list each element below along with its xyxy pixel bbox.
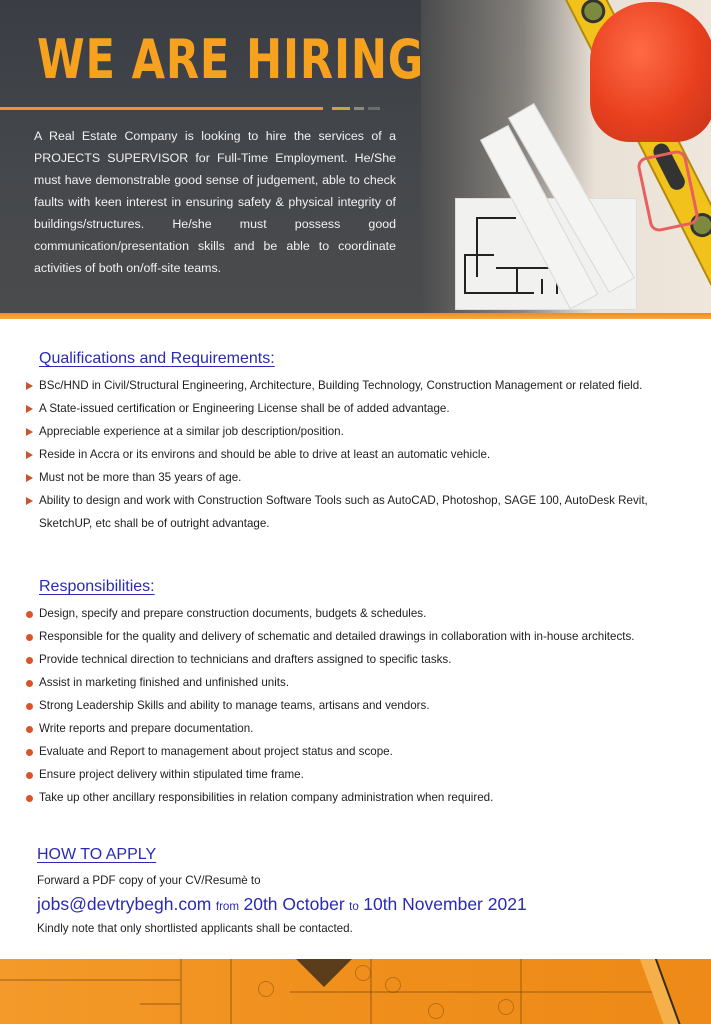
- list-item-text: Design, specify and prepare construction documents, budgets & schedules.: [39, 607, 427, 620]
- list-item-text: Evaluate and Report to management about project status and scope.: [39, 745, 393, 758]
- triangle-bullet-icon: [26, 474, 33, 482]
- intro-paragraph: A Real Estate Company is looking to hire the services of a PROJECTS SUPERVISOR for Full-Time Employment. He/She must have demonstrable good sense of judgement, able to check faults with keen interest in ensuring safety & physical integrity of buildings/structures. He/she must possess good communication/presentation skills and be able to coordinate activities of both on/off-site teams.: [34, 129, 396, 275]
- dot-bullet-icon: [26, 680, 33, 687]
- dot-bullet-icon: [26, 749, 33, 756]
- dot-bullet-icon: [26, 703, 33, 710]
- list-item: [22, 648, 692, 671]
- list-item-text: Ability to design and work with Construction Software Tools such as AutoCAD, Photoshop, SAGE 100, AutoDesk Revit, SketchUP, etc shall be of outright advantage.: [39, 494, 648, 530]
- list-item: [22, 420, 692, 443]
- dot-bullet-icon: [26, 726, 33, 733]
- shortlist-note: Kindly note that only shortlisted applicants shall be contacted.: [37, 922, 353, 935]
- list-item: [22, 602, 692, 625]
- to-word: to: [349, 900, 359, 913]
- dot-bullet-icon: [26, 657, 33, 664]
- list-item: [22, 740, 692, 763]
- title-underline: [0, 107, 323, 110]
- footer-blueprint-band: [0, 959, 711, 1024]
- divider-band: [0, 313, 711, 319]
- start-date: 20th October: [243, 894, 345, 914]
- list-item: [22, 489, 679, 535]
- dot-bullet-icon: [26, 611, 33, 618]
- list-item-text: Assist in marketing finished and unfinished units.: [39, 676, 290, 689]
- list-item: [22, 625, 692, 648]
- apply-instructions: Forward a PDF copy of your CV/Resumè to: [37, 874, 261, 887]
- footer-diamond-shape: [290, 959, 358, 987]
- title-underline-dash: [368, 107, 380, 110]
- dot-bullet-icon: [26, 795, 33, 802]
- list-item: [22, 694, 692, 717]
- dot-bullet-icon: [26, 772, 33, 779]
- list-item-text: Take up other ancillary responsibilities in relation company administration when required.: [39, 791, 494, 804]
- triangle-bullet-icon: [26, 451, 33, 459]
- triangle-bullet-icon: [26, 382, 33, 390]
- list-item: [22, 443, 692, 466]
- list-item-text: BSc/HND in Civil/Structural Engineering, Architecture, Building Technology, Construction Management or related field.: [39, 379, 643, 392]
- dot-bullet-icon: [26, 634, 33, 641]
- hard-hat-image: [590, 2, 711, 142]
- list-item-text: Must not be more than 35 years of age.: [39, 471, 242, 484]
- list-item: [22, 717, 692, 740]
- list-item: [22, 397, 692, 420]
- triangle-bullet-icon: [26, 497, 33, 505]
- qualifications-list: [22, 374, 692, 535]
- end-date: 10th November 2021: [363, 894, 527, 914]
- list-item: [22, 763, 692, 786]
- page-title: WE ARE HIRING: [37, 28, 425, 91]
- qualifications-heading: Qualifications and Requirements:: [39, 350, 275, 367]
- from-word: from: [215, 900, 240, 913]
- apply-contact-line: [37, 894, 527, 915]
- list-item-text: Strong Leadership Skills and ability to manage teams, artisans and vendors.: [39, 699, 430, 712]
- triangle-bullet-icon: [26, 405, 33, 413]
- list-item-text: Write reports and prepare documentation.: [39, 722, 254, 735]
- list-item: [22, 374, 692, 397]
- list-item-text: Ensure project delivery within stipulated time frame.: [39, 768, 304, 781]
- responsibilities-list: [22, 602, 692, 809]
- title-underline-dash: [332, 107, 350, 110]
- responsibilities-heading: Responsibilities:: [39, 578, 155, 595]
- title-underline-dash: [354, 107, 364, 110]
- list-item: [22, 671, 692, 694]
- list-item-text: A State-issued certification or Engineering License shall be of added advantage.: [39, 402, 450, 415]
- email-link[interactable]: jobs@devtrybegh.com: [37, 894, 212, 914]
- list-item-text: Reside in Accra or its environs and should be able to drive at least an automatic vehicle.: [39, 448, 491, 461]
- list-item: [22, 466, 692, 489]
- how-to-apply-heading: HOW TO APPLY: [37, 846, 157, 863]
- list-item: [22, 786, 692, 809]
- list-item-text: Provide technical direction to technicians and drafters assigned to specific tasks.: [39, 653, 452, 666]
- hero-banner: [0, 0, 711, 313]
- triangle-bullet-icon: [26, 428, 33, 436]
- list-item-text: Responsible for the quality and delivery of schematic and detailed drawings in collaboration with in-house architects.: [39, 630, 635, 643]
- list-item-text: Appreciable experience at a similar job description/position.: [39, 425, 344, 438]
